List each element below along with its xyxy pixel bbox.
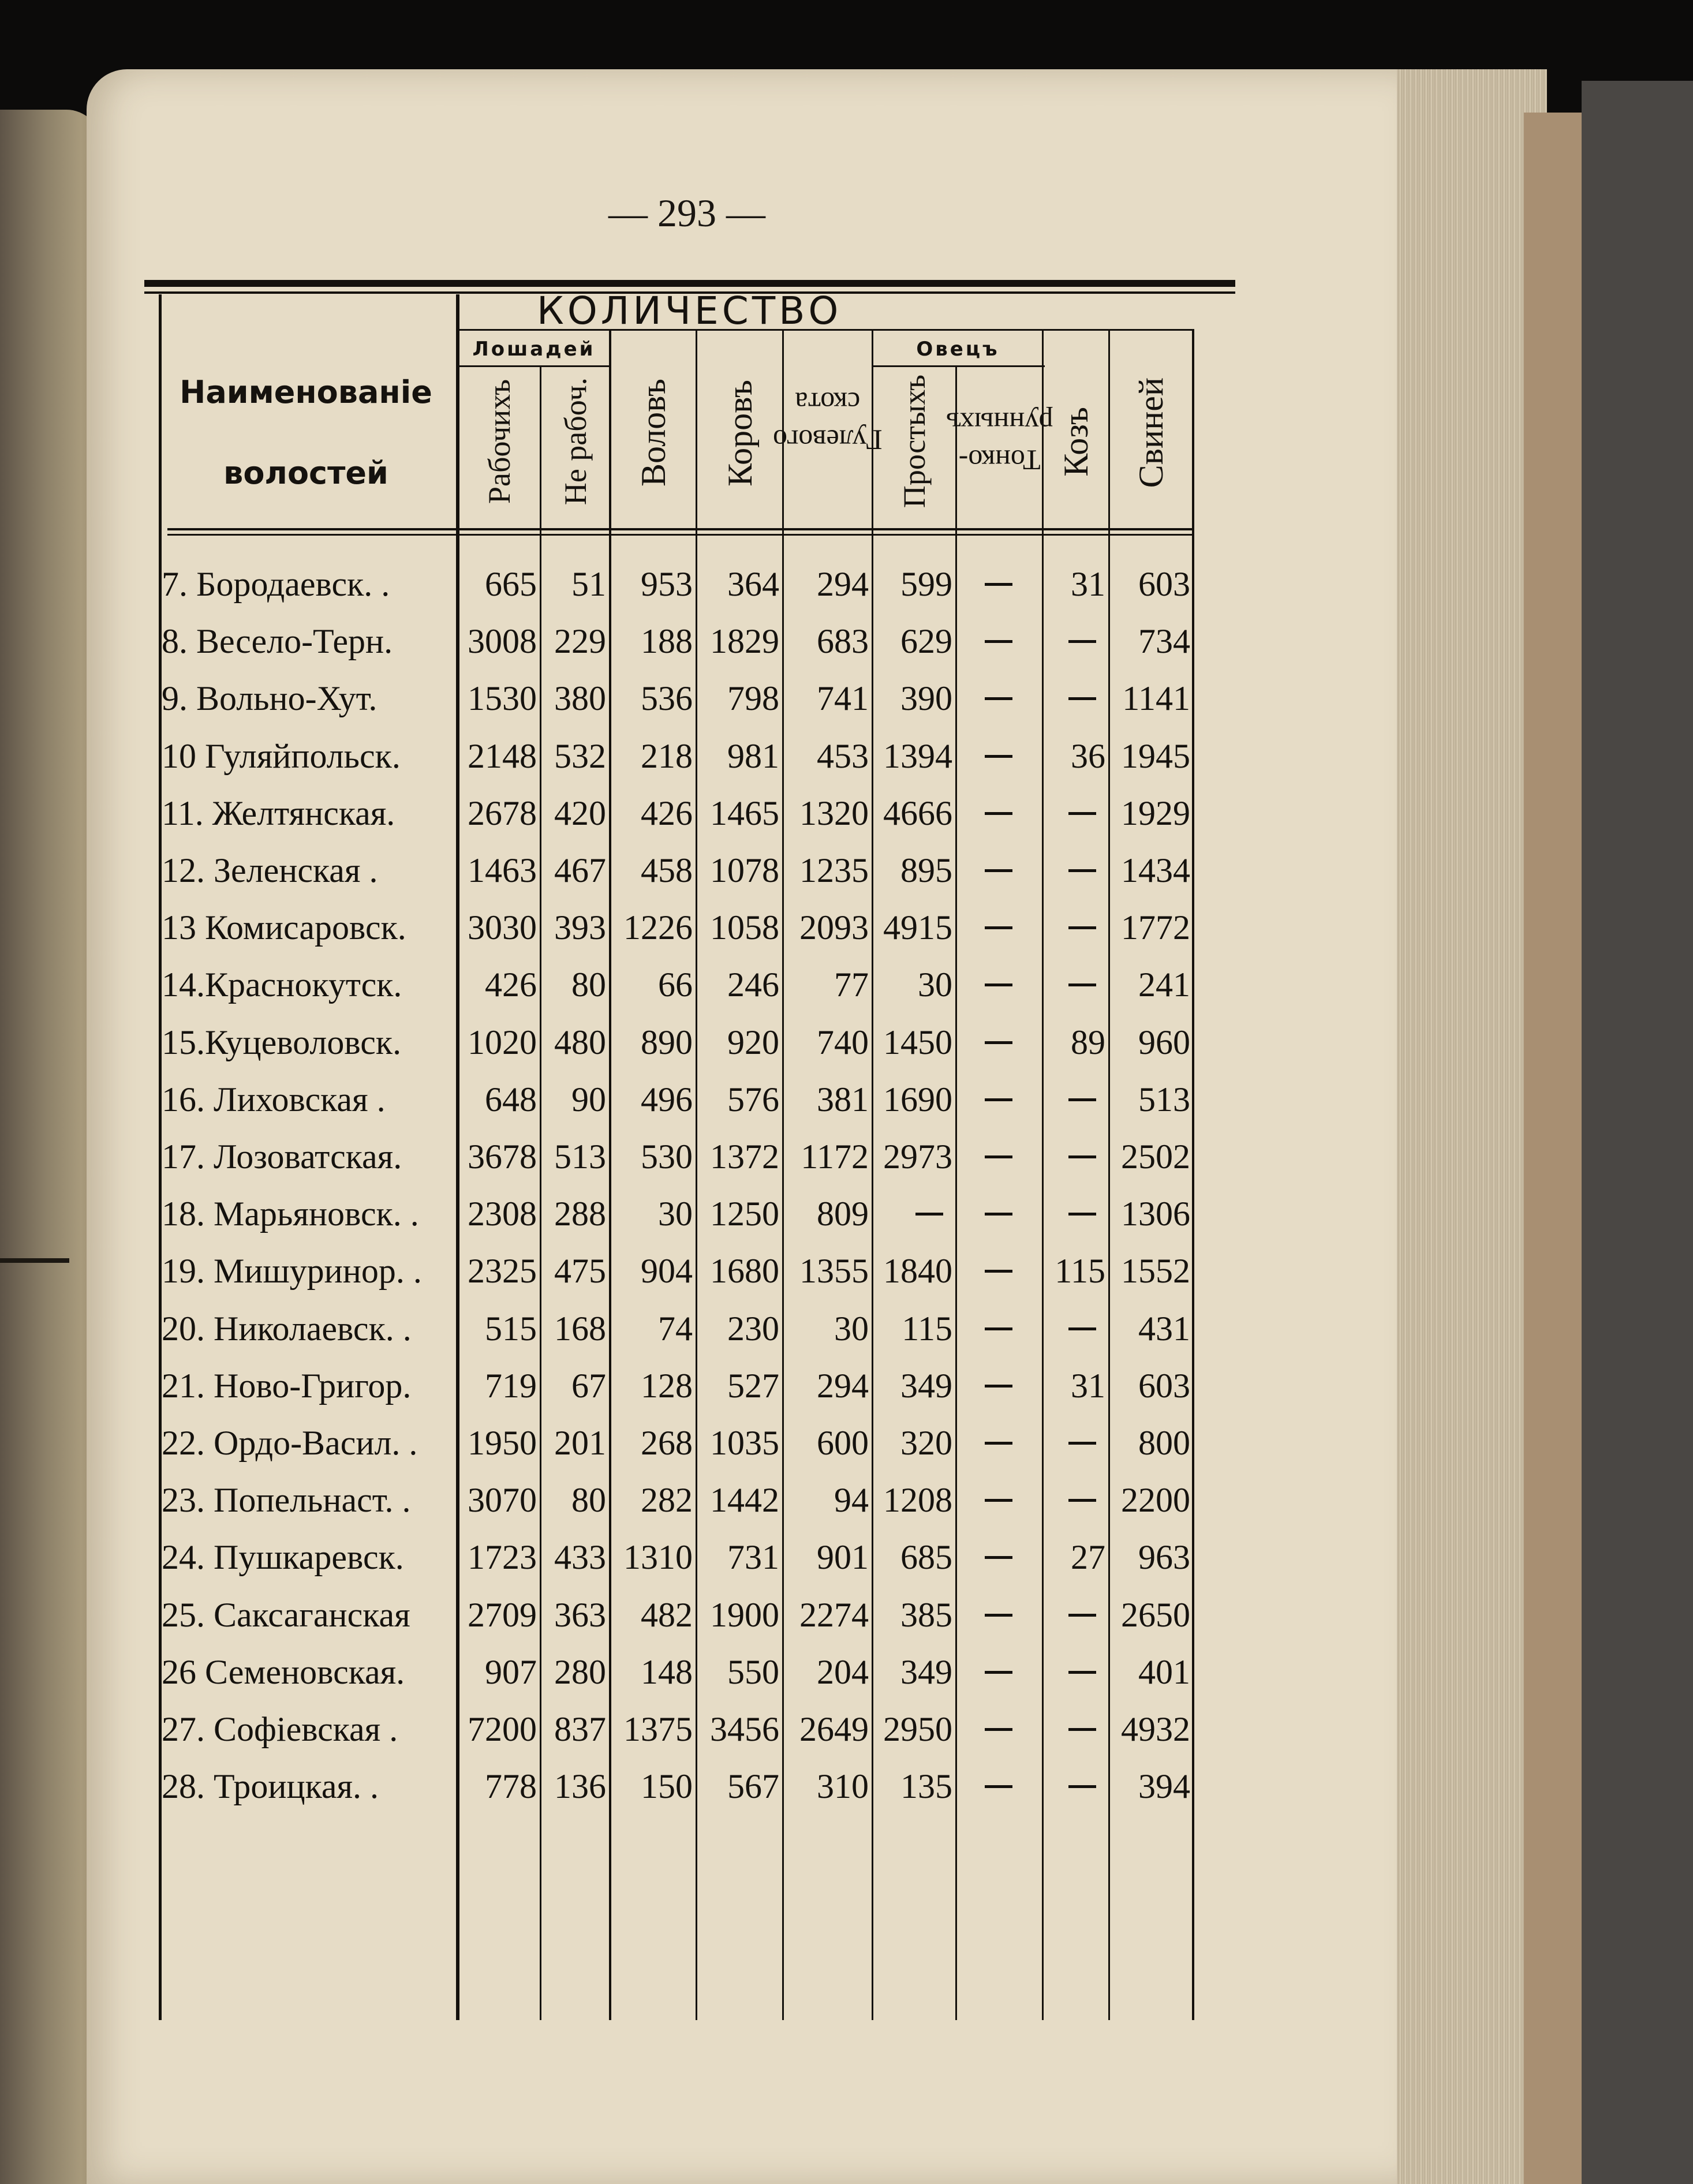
cell-pigs: 241 — [1138, 966, 1190, 1004]
cell-pigs: 1772 — [1121, 908, 1190, 947]
row-name: 21. Ново-Григор. — [162, 1366, 412, 1405]
header-pigs: Свиней — [1132, 377, 1170, 488]
sheep-group-label: Овецъ — [916, 338, 1000, 361]
row-name: 10 Гуляйпольск. — [162, 736, 401, 775]
cell-working: 1530 — [468, 679, 537, 718]
dash-fine — [985, 869, 1012, 872]
cell-working: 719 — [485, 1366, 537, 1405]
header-working: Рабочихъ — [482, 379, 517, 504]
cell-cows: 1372 — [710, 1138, 779, 1176]
table-row — [0, 1472, 1693, 1529]
cell-cattle: 740 — [817, 1023, 869, 1061]
cell-non-working: 475 — [554, 1252, 606, 1291]
cell-cows: 920 — [727, 1023, 779, 1061]
cell-non-working: 201 — [554, 1424, 606, 1462]
cell-cattle: 683 — [817, 622, 869, 661]
cell-simple: 1840 — [883, 1252, 952, 1291]
row-name: 17. Лозоватская. — [162, 1138, 402, 1176]
cell-simple: 599 — [900, 565, 952, 603]
cell-non-working: 532 — [554, 736, 606, 775]
cell-simple: 1394 — [883, 736, 952, 775]
cell-oxen: 1310 — [623, 1538, 693, 1577]
title-text: КОЛИЧЕСТВО — [537, 289, 842, 333]
cell-pigs: 1929 — [1121, 794, 1190, 832]
cell-non-working: 168 — [554, 1309, 606, 1348]
table-row — [0, 1300, 1693, 1357]
cell-simple: 390 — [900, 679, 952, 718]
cell-pigs: 1306 — [1121, 1195, 1190, 1233]
cell-goats: 31 — [1071, 1366, 1105, 1405]
row-name: 14.Краснокутск. — [162, 966, 402, 1004]
cell-pigs: 1945 — [1121, 736, 1190, 775]
cell-simple: 895 — [900, 851, 952, 889]
cell-simple: 685 — [900, 1538, 952, 1577]
header-goats: Козъ — [1057, 406, 1095, 477]
cell-pigs: 401 — [1138, 1652, 1190, 1691]
cell-simple: 115 — [902, 1309, 952, 1348]
row-name: 8. Весело-Терн. — [162, 622, 393, 661]
cell-pigs: 1434 — [1121, 851, 1190, 889]
dash-fine — [985, 983, 1012, 986]
cell-working: 648 — [485, 1080, 537, 1119]
cell-oxen: 482 — [641, 1595, 693, 1634]
header-name-line1: Наименованіе — [180, 374, 432, 410]
header-name-line2: волостей — [223, 455, 388, 491]
cell-cows: 230 — [727, 1309, 779, 1348]
table-row — [0, 1644, 1693, 1701]
row-name: 16. Лиховская . — [162, 1080, 386, 1119]
cell-simple: 1690 — [883, 1080, 952, 1119]
cell-pigs: 394 — [1138, 1767, 1190, 1806]
cell-non-working: 420 — [554, 794, 606, 832]
cell-oxen: 1375 — [623, 1710, 693, 1748]
cell-non-working: 480 — [554, 1023, 606, 1061]
cell-non-working: 67 — [571, 1366, 606, 1405]
row-name: 13 Комисаровск. — [162, 908, 406, 947]
cell-simple: 135 — [900, 1767, 952, 1806]
cell-working: 1463 — [468, 851, 537, 889]
cell-cattle: 600 — [817, 1424, 869, 1462]
cell-oxen: 148 — [641, 1652, 693, 1691]
cell-pigs: 960 — [1138, 1023, 1190, 1061]
cell-cattle: 94 — [834, 1481, 869, 1520]
cell-oxen: 150 — [641, 1767, 693, 1806]
cell-oxen: 30 — [658, 1195, 693, 1233]
row-name: 26 Семеновская. — [162, 1652, 405, 1691]
cell-simple: 4915 — [883, 908, 952, 947]
cell-cows: 1250 — [710, 1195, 779, 1233]
row-name: 24. Пушкаревск. — [162, 1538, 404, 1577]
cell-cows: 364 — [727, 565, 779, 603]
cell-cattle: 1172 — [801, 1138, 869, 1176]
dash-fine — [985, 1671, 1012, 1674]
cell-working: 778 — [485, 1767, 537, 1806]
cell-cattle: 294 — [817, 1366, 869, 1405]
cell-simple: 4666 — [883, 794, 952, 832]
cell-working: 3030 — [468, 908, 537, 947]
cell-pigs: 431 — [1138, 1309, 1190, 1348]
cell-cows: 576 — [727, 1080, 779, 1119]
cell-pigs: 800 — [1138, 1424, 1190, 1462]
cell-cows: 527 — [727, 1366, 779, 1405]
cell-oxen: 1226 — [623, 908, 693, 947]
cell-working: 7200 — [468, 1710, 537, 1748]
cell-cattle: 1235 — [799, 851, 869, 889]
cell-oxen: 496 — [641, 1080, 693, 1119]
cell-oxen: 953 — [641, 565, 693, 603]
cell-pigs: 603 — [1138, 1366, 1190, 1405]
dash-fine — [985, 812, 1012, 815]
cell-cows: 550 — [727, 1652, 779, 1691]
dash-fine — [985, 1499, 1012, 1502]
cell-working: 2325 — [468, 1252, 537, 1291]
row-name: 28. Троицкая. . — [162, 1767, 379, 1806]
cell-working: 3008 — [468, 622, 537, 661]
table-row — [0, 785, 1693, 842]
cell-working: 3678 — [468, 1138, 537, 1176]
cell-oxen: 66 — [658, 966, 693, 1004]
table-row — [0, 556, 1693, 613]
cell-working: 2148 — [468, 736, 537, 775]
cell-simple: 30 — [918, 966, 952, 1004]
cell-simple: 629 — [900, 622, 952, 661]
top-rule — [144, 280, 1235, 287]
cell-non-working: 433 — [554, 1538, 606, 1577]
cell-pigs: 513 — [1138, 1080, 1190, 1119]
cell-oxen: 268 — [641, 1424, 693, 1462]
cell-non-working: 80 — [571, 1481, 606, 1520]
dash-fine — [985, 697, 1012, 700]
table-row — [0, 1415, 1693, 1472]
header-cattle-line2: скота — [795, 386, 861, 419]
row-name: 9. Вольно-Хут. — [162, 679, 378, 718]
cell-simple: 349 — [900, 1366, 952, 1405]
cell-pigs: 2650 — [1121, 1595, 1190, 1634]
table-row — [0, 1357, 1693, 1415]
row-name: 7. Бородаевск. . — [162, 565, 390, 603]
cell-non-working: 90 — [571, 1080, 606, 1119]
cell-oxen: 890 — [641, 1023, 693, 1061]
cell-simple: 1208 — [883, 1481, 952, 1520]
dash-fine — [985, 1442, 1012, 1445]
dash-fine — [985, 640, 1012, 643]
cell-working: 1020 — [468, 1023, 537, 1061]
cell-simple: 2973 — [883, 1138, 952, 1176]
header-name-column — [173, 352, 439, 514]
cell-cattle: 741 — [817, 679, 869, 718]
header-simple: Простыхъ — [897, 375, 932, 508]
dash-simple — [915, 1213, 943, 1216]
cell-cows: 246 — [727, 966, 779, 1004]
cell-cattle: 30 — [834, 1309, 869, 1348]
table-row — [0, 1243, 1693, 1300]
cell-oxen: 904 — [641, 1252, 693, 1291]
table-row — [0, 1587, 1693, 1644]
header-cattle — [773, 335, 883, 508]
cell-cows: 1829 — [710, 622, 779, 661]
cell-non-working: 380 — [554, 679, 606, 718]
cell-non-working: 363 — [554, 1595, 606, 1634]
cell-pigs: 603 — [1138, 565, 1190, 603]
cell-working: 1950 — [468, 1424, 537, 1462]
cell-cattle: 77 — [834, 966, 869, 1004]
row-name: 27. Софіевская . — [162, 1710, 398, 1748]
cell-simple: 385 — [900, 1595, 952, 1634]
cell-oxen: 128 — [641, 1366, 693, 1405]
row-name: 18. Марьяновск. . — [162, 1195, 419, 1233]
cell-cows: 567 — [727, 1767, 779, 1806]
cell-cattle: 294 — [817, 565, 869, 603]
row-name: 12. Зеленская . — [162, 851, 378, 889]
row-name: 11. Желтянская. — [162, 794, 395, 832]
cell-goats: 27 — [1071, 1538, 1105, 1577]
header-bottom-rule — [167, 528, 1192, 530]
table-row — [0, 728, 1693, 785]
cell-cattle: 310 — [817, 1767, 869, 1806]
cell-working: 2308 — [468, 1195, 537, 1233]
dash-fine — [985, 1213, 1012, 1216]
cell-simple: 320 — [900, 1424, 952, 1462]
table-row — [0, 670, 1693, 727]
cell-working: 907 — [485, 1652, 537, 1691]
cell-cows: 1680 — [710, 1252, 779, 1291]
cell-oxen: 426 — [641, 794, 693, 832]
cell-cows: 1035 — [710, 1424, 779, 1462]
row-name: 22. Ордо-Васил. . — [162, 1424, 418, 1462]
page-number: — 293 — — [608, 191, 765, 235]
header-oxen: Воловъ — [634, 379, 672, 487]
cell-cattle: 2274 — [799, 1595, 869, 1634]
cell-cattle: 453 — [817, 736, 869, 775]
cell-cows: 1465 — [710, 794, 779, 832]
cell-pigs: 1141 — [1122, 679, 1190, 718]
dash-fine — [985, 1155, 1012, 1158]
cell-oxen: 74 — [658, 1309, 693, 1348]
table-row — [0, 1014, 1693, 1071]
cell-working: 426 — [485, 966, 537, 1004]
header-fine-line2: рунныхъ — [945, 406, 1053, 439]
cell-oxen: 188 — [641, 622, 693, 661]
cell-working: 1723 — [468, 1538, 537, 1577]
table-row — [0, 1758, 1693, 1815]
row-name: 15.Куцеволовск. — [162, 1023, 402, 1061]
table-row — [0, 1071, 1693, 1128]
cell-cows: 798 — [727, 679, 779, 718]
cell-cattle: 204 — [817, 1652, 869, 1691]
cell-cows: 1078 — [710, 851, 779, 889]
header-bottom-rule-thin — [167, 534, 1192, 536]
cell-pigs: 1552 — [1121, 1252, 1190, 1291]
header-cows: Коровъ — [720, 379, 759, 487]
cell-non-working: 280 — [554, 1652, 606, 1691]
table-row — [0, 1701, 1693, 1758]
dash-fine — [985, 1728, 1012, 1731]
row-name: 25. Саксаганская — [162, 1595, 410, 1634]
cell-oxen: 530 — [641, 1138, 693, 1176]
cell-goats: 89 — [1071, 1023, 1105, 1061]
table-row — [0, 1128, 1693, 1186]
cell-goats: 31 — [1071, 565, 1105, 603]
cell-non-working: 837 — [554, 1710, 606, 1748]
cell-oxen: 218 — [641, 736, 693, 775]
cell-pigs: 2502 — [1121, 1138, 1190, 1176]
cell-cattle: 1320 — [799, 794, 869, 832]
header-fine — [945, 355, 1053, 528]
table-title — [537, 289, 1195, 333]
table-row — [0, 1529, 1693, 1586]
cell-non-working: 80 — [571, 966, 606, 1004]
dash-fine — [985, 1098, 1012, 1101]
cell-cattle: 381 — [817, 1080, 869, 1119]
cell-simple: 349 — [900, 1652, 952, 1691]
cell-working: 2678 — [468, 794, 537, 832]
cell-cows: 1900 — [710, 1595, 779, 1634]
cell-cows: 981 — [727, 736, 779, 775]
table-row — [0, 1186, 1693, 1243]
dash-fine — [985, 1614, 1012, 1617]
dash-fine — [985, 1327, 1012, 1330]
cell-cattle: 809 — [817, 1195, 869, 1233]
cell-non-working: 393 — [554, 908, 606, 947]
cell-working: 515 — [485, 1309, 537, 1348]
cell-oxen: 458 — [641, 851, 693, 889]
header-cattle-line1: Гулевого — [773, 424, 883, 457]
cell-working: 665 — [485, 565, 537, 603]
cell-cattle: 1355 — [799, 1252, 869, 1291]
cell-non-working: 513 — [554, 1138, 606, 1176]
cell-non-working: 288 — [554, 1195, 606, 1233]
table-row — [0, 899, 1693, 956]
table-row — [0, 842, 1693, 899]
cell-cows: 1442 — [710, 1481, 779, 1520]
cell-cattle: 2093 — [799, 908, 869, 947]
cell-oxen: 536 — [641, 679, 693, 718]
cell-cattle: 901 — [817, 1538, 869, 1577]
cell-goats: 36 — [1071, 736, 1105, 775]
cell-working: 2709 — [468, 1595, 537, 1634]
table-row — [0, 956, 1693, 1014]
table-row — [0, 613, 1693, 670]
cell-cows: 1058 — [710, 908, 779, 947]
cell-pigs: 2200 — [1121, 1481, 1190, 1520]
cell-pigs: 963 — [1138, 1538, 1190, 1577]
cell-non-working: 51 — [571, 565, 606, 603]
cell-cows: 3456 — [710, 1710, 779, 1748]
header-non-working: Не рабоч. — [558, 377, 593, 506]
header-fine-line1: Тонко- — [958, 444, 1041, 477]
horses-group-label: Лошадей — [472, 338, 596, 361]
cell-simple: 2950 — [883, 1710, 952, 1748]
cell-non-working: 467 — [554, 851, 606, 889]
dash-fine — [985, 1785, 1012, 1788]
cell-simple: 1450 — [883, 1023, 952, 1061]
cell-non-working: 229 — [554, 622, 606, 661]
cell-goats: 115 — [1055, 1252, 1105, 1291]
dash-fine — [985, 926, 1012, 929]
cell-pigs: 734 — [1138, 622, 1190, 661]
row-name: 20. Николаевск. . — [162, 1309, 412, 1348]
cell-oxen: 282 — [641, 1481, 693, 1520]
cell-pigs: 4932 — [1121, 1710, 1190, 1748]
row-name: 23. Попельнаст. . — [162, 1481, 411, 1520]
cell-working: 3070 — [468, 1481, 537, 1520]
row-name: 19. Мишуринор. . — [162, 1252, 422, 1291]
cell-non-working: 136 — [554, 1767, 606, 1806]
cell-cows: 731 — [727, 1538, 779, 1577]
cell-cattle: 2649 — [799, 1710, 869, 1748]
